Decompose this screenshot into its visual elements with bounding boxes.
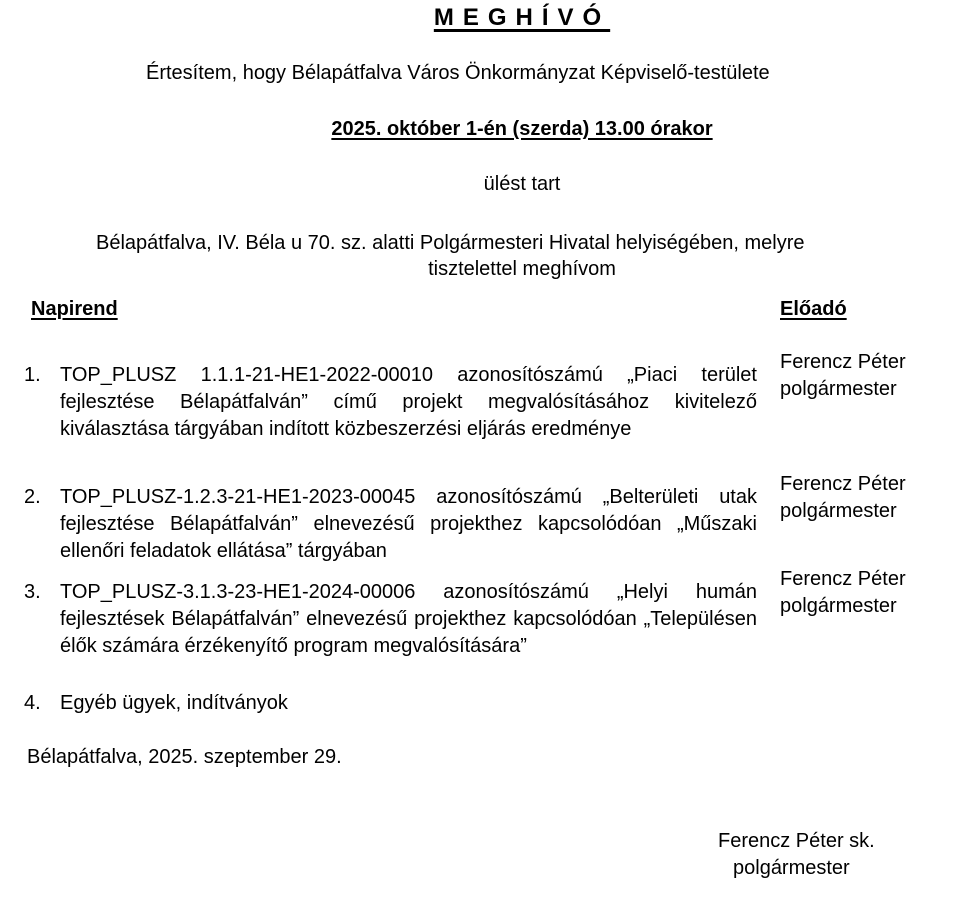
place-and-date: Bélapátfalva, 2025. szeptember 29. bbox=[27, 746, 342, 768]
presenter-title: polgármester bbox=[780, 595, 897, 617]
intro-text: Értesítem, hogy Bélapátfalva Város Önkormányzat Képviselő-testülete bbox=[146, 62, 770, 84]
meeting-place: Bélapátfalva, IV. Béla u 70. sz. alatti Polgármesteri Hivatal helyiségében, melyre bbox=[96, 232, 805, 254]
agenda-item-number: 3. bbox=[24, 581, 41, 603]
presenter-name: Ferencz Péter bbox=[780, 351, 906, 373]
presenter-name: Ferencz Péter bbox=[780, 568, 906, 590]
agenda-item-text: TOP_PLUSZ-3.1.3-23-HE1-2024-00006 azonosítószámú „Helyi humán fejlesztések Bélapátfalván” elnevezésű projekthez kapcsolódóan „Településen élők számára érzékenyítő program megvalósítására” bbox=[60, 581, 757, 657]
presenter-title: polgármester bbox=[780, 500, 897, 522]
presenter-header: Előadó bbox=[780, 298, 847, 320]
agenda-item-number: 1. bbox=[24, 364, 41, 386]
agenda-item-text: TOP_PLUSZ 1.1.1-21-HE1-2022-00010 azonosítószámú „Piaci terület fejlesztése Bélapátfalván” című projekt megvalósításához kivitelező kiválasztása tárgyában indított közbeszerzési eljárás eredménye bbox=[60, 364, 757, 440]
signature-name: Ferencz Péter sk. bbox=[718, 830, 875, 852]
invitation-line: tisztelettel meghívom bbox=[428, 258, 616, 280]
agenda-item-text: Egyéb ügyek, indítványok bbox=[60, 692, 288, 714]
meeting-datetime: 2025. október 1-én (szerda) 13.00 órakor bbox=[331, 118, 713, 140]
signature-title: polgármester bbox=[733, 857, 850, 879]
agenda-item-text: TOP_PLUSZ-1.2.3-21-HE1-2023-00045 azonosítószámú „Belterületi utak fejlesztése Bélapátfalván” elnevezésű projekthez kapcsolódóan „Műszaki ellenőri feladatok ellátása” tárgyában bbox=[60, 486, 757, 562]
agenda-item-presenter bbox=[780, 566, 906, 620]
agenda-item-number: 4. bbox=[24, 692, 41, 714]
agenda-item-number: 2. bbox=[24, 486, 41, 508]
session-text: ülést tart bbox=[483, 173, 561, 195]
presenter-name: Ferencz Péter bbox=[780, 473, 906, 495]
agenda-item-presenter bbox=[780, 471, 906, 525]
document-title: MEGHÍVÓ bbox=[433, 4, 611, 31]
agenda-header: Napirend bbox=[31, 298, 118, 320]
agenda-item-presenter bbox=[780, 349, 906, 403]
presenter-title: polgármester bbox=[780, 378, 897, 400]
